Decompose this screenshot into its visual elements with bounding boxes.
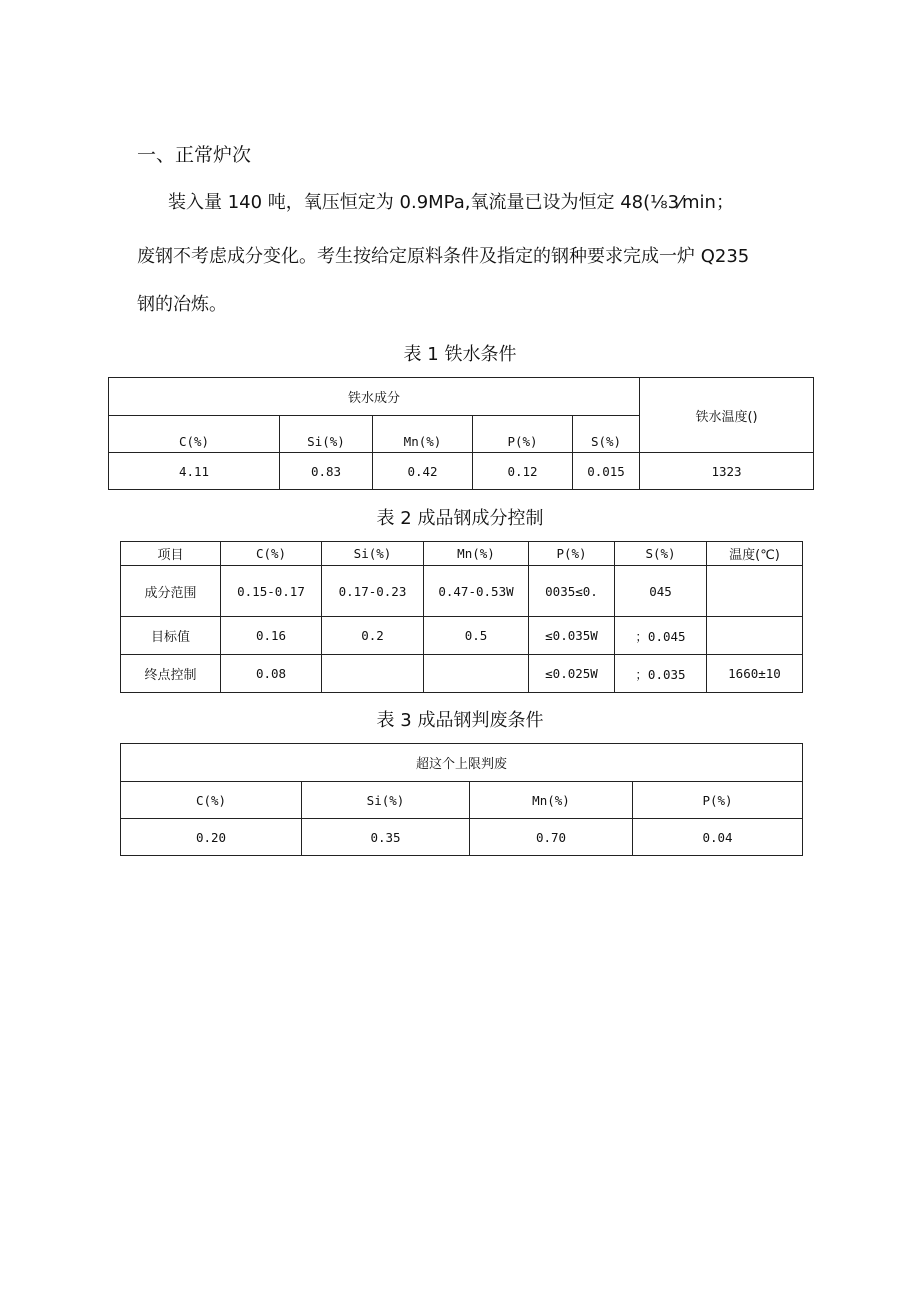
table2-cell: 0.17-0.23 [322, 566, 424, 617]
table2-cell [707, 617, 803, 655]
table1-value-p: 0.12 [473, 453, 573, 490]
table2-row-label: 终点控制 [121, 655, 221, 693]
table2-cell: ；0.035 [615, 655, 707, 693]
table2-caption: 表 2 成品钢成分控制 [376, 508, 544, 529]
table2-header-item: 项目 [121, 542, 221, 566]
table1-caption: 表 1 铁水条件 [403, 344, 517, 365]
table3-value-p: 0.04 [633, 819, 803, 856]
table2-header-s: S(%) [615, 542, 707, 566]
table2-cell: 0.15-0.17 [221, 566, 322, 617]
table2-cell: ≤0.025W [529, 655, 615, 693]
table2-header-si: Si(%) [322, 542, 424, 566]
table2-cell: ≤0.035W [529, 617, 615, 655]
table3-group-header: 超这个上限判废 [121, 744, 803, 782]
table2-header-mn: Mn(%) [424, 542, 529, 566]
table1-value-c: 4.11 [109, 453, 280, 490]
table2-cell: 0.16 [221, 617, 322, 655]
table3-col-si: Si(%) [302, 782, 470, 819]
table2-cell: 0.47-0.53W [424, 566, 529, 617]
table2-steel-composition-control [120, 541, 803, 693]
table2-cell: 1660±10 [707, 655, 803, 693]
table3-col-p: P(%) [633, 782, 803, 819]
section-heading: 一、正常炉次 [137, 144, 252, 166]
paragraph-line-3: 钢的冶炼。 [137, 294, 227, 315]
table1-col-c: C(%) [109, 416, 280, 453]
table3-caption: 表 3 成品钢判废条件 [376, 710, 544, 731]
table2-cell: 0035≤0. [529, 566, 615, 617]
table2-cell [424, 655, 529, 693]
table2-cell: ；0.045 [615, 617, 707, 655]
paragraph-line-1: 装入量 140 吨，氧压恒定为 0.9MPa,氧流量已设为恒定 48(⅛3⁄min； [168, 192, 734, 213]
table2-cell: 0.08 [221, 655, 322, 693]
table1-value-mn: 0.42 [373, 453, 473, 490]
table2-header-p: P(%) [529, 542, 615, 566]
table2-cell [322, 655, 424, 693]
table2-header-temp: 温度(℃) [707, 542, 803, 566]
table3-col-mn: Mn(%) [470, 782, 633, 819]
paragraph-line-2: 废钢不考虑成分变化。考生按给定原料条件及指定的钢种要求完成一炉 Q235 [137, 246, 750, 267]
table2-header-c: C(%) [221, 542, 322, 566]
table1-col-s: S(%) [573, 416, 640, 453]
table3-col-c: C(%) [121, 782, 302, 819]
table3-value-c: 0.20 [121, 819, 302, 856]
table2-row-label: 成分范围 [121, 566, 221, 617]
table3-value-si: 0.35 [302, 819, 470, 856]
table1-col-p: P(%) [473, 416, 573, 453]
table2-cell: 045 [615, 566, 707, 617]
table3-value-mn: 0.70 [470, 819, 633, 856]
table2-cell: 0.5 [424, 617, 529, 655]
table1-value-si: 0.83 [280, 453, 373, 490]
table1-temp-header: 铁水温度() [640, 378, 814, 453]
table3-rejection-conditions [120, 743, 803, 856]
table1-col-mn: Mn(%) [373, 416, 473, 453]
table2-cell [707, 566, 803, 617]
table1-value-s: 0.015 [573, 453, 640, 490]
table1-col-si: Si(%) [280, 416, 373, 453]
table2-cell: 0.2 [322, 617, 424, 655]
table1-hot-metal-conditions [108, 377, 814, 490]
table2-row-label: 目标值 [121, 617, 221, 655]
table1-group-header: 铁水成分 [109, 378, 640, 416]
table1-temp-value: 1323 [640, 453, 814, 490]
